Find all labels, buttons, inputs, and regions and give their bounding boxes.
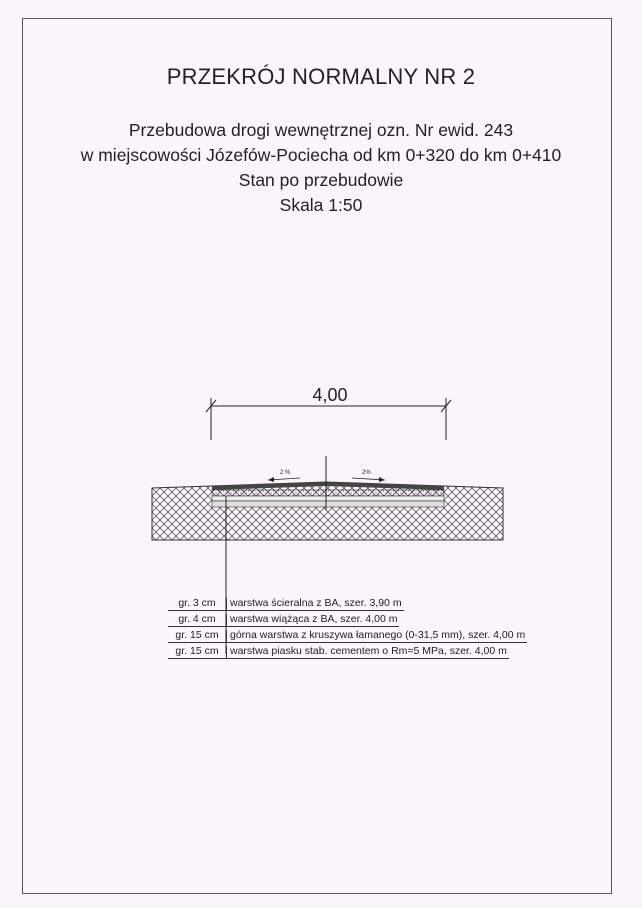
slope-right-label: 2% bbox=[362, 470, 371, 476]
width-dimension-label: 4,00 bbox=[312, 385, 348, 405]
layer-thickness: gr. 4 cm bbox=[168, 614, 226, 628]
layers-table bbox=[168, 595, 527, 659]
project-description: Przebudowa drogi wewnętrznej ozn. Nr ewid. 243 bbox=[128, 120, 514, 140]
slope-left-label: 2 % bbox=[280, 470, 291, 476]
layer-description: warstwa wiążąca z BA, szer. 4,00 m bbox=[226, 614, 399, 628]
layer-thickness: gr. 3 cm bbox=[168, 598, 226, 612]
location-description: w miejscowości Józefów-Pociecha od km 0+320 do km 0+410 bbox=[80, 145, 562, 165]
layer-description: górna warstwa z kruszywa łamanego (0-31,5 mm), szer. 4,00 m bbox=[226, 630, 527, 644]
layer-description: warstwa piasku stab. cementem o Rm=5 MPa, szer. 4,00 m bbox=[226, 646, 509, 660]
layer-row bbox=[168, 611, 527, 627]
pavement-layers bbox=[212, 482, 444, 507]
layer-thickness: gr. 15 cm bbox=[168, 630, 226, 644]
scale-label: Skala 1:50 bbox=[279, 195, 363, 215]
layer-row bbox=[168, 643, 527, 659]
layer-row bbox=[168, 627, 527, 643]
layer-row bbox=[168, 595, 527, 611]
drawing-title: PRZEKRÓJ NORMALNY NR 2 bbox=[166, 64, 476, 89]
layer-thickness: gr. 15 cm bbox=[168, 646, 226, 660]
layer-description: warstwa ścieralna z BA, szer. 3,90 m bbox=[226, 598, 404, 612]
state-label: Stan po przebudowie bbox=[238, 170, 404, 190]
